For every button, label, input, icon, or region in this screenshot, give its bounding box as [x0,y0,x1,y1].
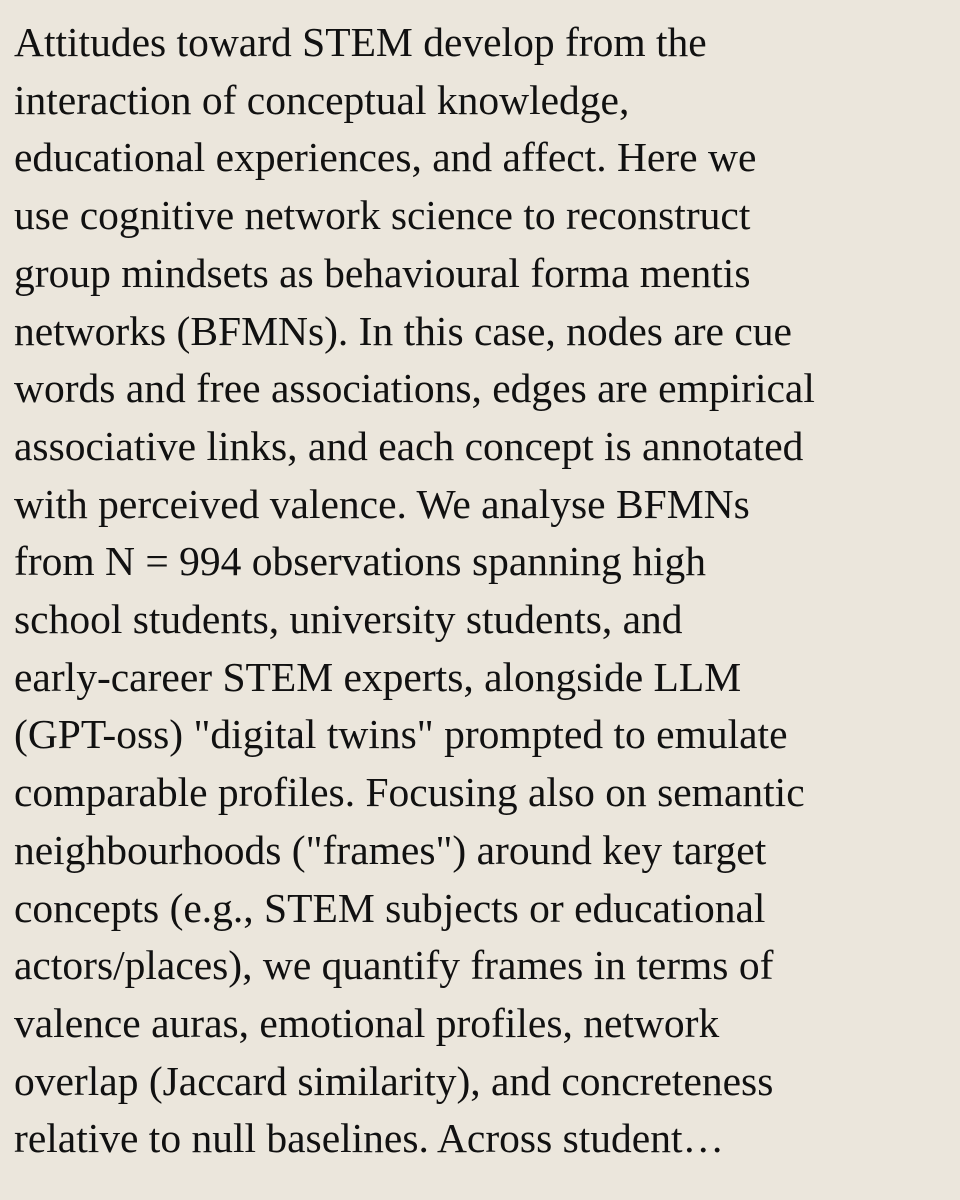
text-line: comparable profiles. Focusing also on semantic [14,769,805,816]
text-line: with perceived valence. We analyse BFMNs [14,480,750,527]
text-line: words and free associations, edges are empirical [14,365,815,412]
text-line: educational experiences, and affect. Here we [14,134,757,181]
text-line: associative links, and each concept is annotated [14,422,804,469]
text-line: concepts (e.g., STEM subjects or educational [14,884,766,931]
text-line: use cognitive network science to reconstruct [14,192,751,239]
text-line: from N = 994 observations spanning high [14,538,706,585]
text-line: Attitudes toward STEM develop from the [14,19,707,65]
text-line: interaction of conceptual knowledge, [14,76,630,123]
text-line: group mindsets as behavioural forma mentis [14,249,751,296]
text-line: neighbourhoods ("frames") around key target [14,826,767,873]
text-line: (GPT-oss) "digital twins" prompted to emulate [14,711,788,758]
text-line: valence auras, emotional profiles, network [14,999,720,1046]
abstract-text [14,14,960,1168]
text-line: actors/places), we quantify frames in terms of [14,942,774,989]
text-line: overlap (Jaccard similarity), and concreteness [14,1057,774,1104]
text-line: relative to null baselines. Across student… [14,1115,724,1162]
text-line: early-career STEM experts, alongside LLM [14,653,742,700]
text-line: school students, university students, and [14,596,683,643]
text-line: networks (BFMNs). In this case, nodes are cue [14,307,792,354]
